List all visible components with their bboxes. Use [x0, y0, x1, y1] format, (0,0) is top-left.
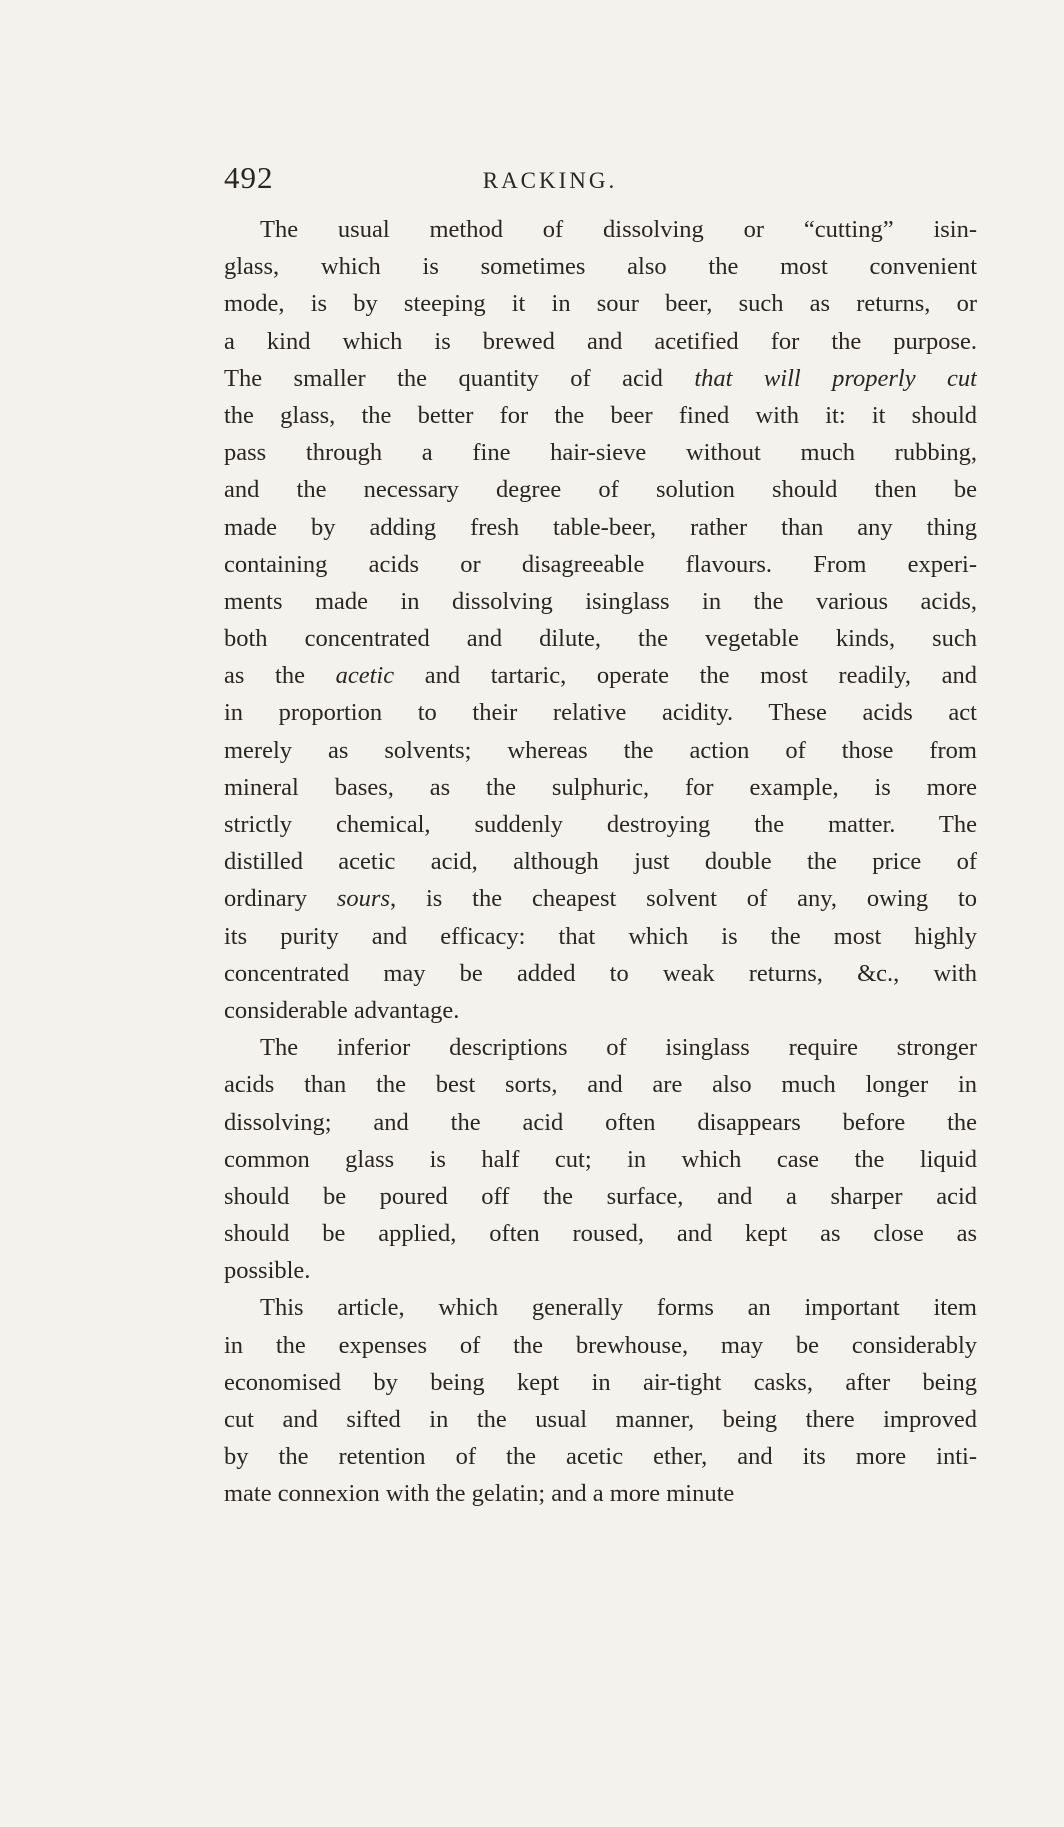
- text-line: [224, 1327, 977, 1364]
- text-run: pass through a fine hair-sieve without much rubbing,: [224, 439, 977, 467]
- text-line: [224, 843, 977, 880]
- text-line: [224, 1252, 977, 1289]
- text-run: common glass is half cut; in which case the liquid: [224, 1145, 977, 1173]
- paragraph: [224, 211, 977, 1029]
- text-line: [224, 1401, 977, 1438]
- text-line: [224, 1289, 977, 1326]
- text-run: and tartaric, operate the most readily, and: [394, 662, 977, 690]
- text-run: the glass, the better for the beer fined with it: it should: [224, 401, 977, 429]
- page-header: [0, 160, 1064, 200]
- text-run: possible.: [224, 1257, 311, 1285]
- text-run: and the necessary degree of solution should then be: [224, 476, 977, 504]
- text-line: [224, 1475, 977, 1512]
- text-line: [224, 471, 977, 508]
- text-line: [224, 880, 977, 917]
- text-run: made by adding fresh table-beer, rather than any thing: [224, 513, 977, 541]
- text-line: [224, 657, 977, 694]
- text-run: in proportion to their relative acidity. These acids act: [224, 699, 977, 727]
- text-line: [224, 806, 977, 843]
- text-run: mode, is by steeping it in sour beer, such as returns, or: [224, 290, 977, 318]
- italic-text: that will properly cut: [694, 364, 977, 392]
- text-line: [224, 360, 977, 397]
- text-run: concentrated may be added to weak returns, &c., with: [224, 959, 977, 987]
- text-line: [224, 1029, 977, 1066]
- text-line: [224, 1141, 977, 1178]
- text-run: dissolving; and the acid often disappears before the: [224, 1108, 977, 1136]
- text-line: [224, 732, 977, 769]
- text-run: should be applied, often roused, and kept as close as: [224, 1220, 977, 1248]
- text-run: cut and sifted in the usual manner, being there improved: [224, 1406, 977, 1433]
- text-run: , is the cheapest solvent of any, owing to: [389, 885, 977, 913]
- text-run: glass, which is sometimes also the most convenient: [224, 253, 977, 281]
- text-run: acids than the best sorts, and are also much longer in: [224, 1071, 977, 1099]
- text-line: [224, 1438, 977, 1475]
- text-line: [224, 918, 977, 955]
- text-line: [224, 323, 977, 360]
- text-run: its purity and efficacy: that which is the most highly: [224, 922, 977, 950]
- text-run: The usual method of dissolving or “cutting” isin-: [260, 216, 977, 243]
- text-run: containing acids or disagreeable flavours. From experi-: [224, 550, 977, 578]
- text-line: [224, 1215, 977, 1252]
- text-line: [224, 1178, 977, 1215]
- text-line: [224, 1104, 977, 1141]
- text-run: considerable advantage.: [224, 996, 460, 1024]
- text-line: [224, 583, 977, 620]
- italic-text: sours: [336, 885, 390, 913]
- text-run: distilled acetic acid, although just double the price of: [224, 848, 977, 876]
- text-line: [224, 620, 977, 657]
- text-run: ordinary: [224, 885, 337, 913]
- text-line: [224, 769, 977, 806]
- text-run: both concentrated and dilute, the vegetable kinds, such: [224, 625, 977, 653]
- text-run: ments made in dissolving isinglass in the various acids,: [224, 587, 977, 615]
- text-run: mineral bases, as the sulphuric, for example, is more: [224, 773, 977, 801]
- text-run: by the retention of the acetic ether, and its more inti-: [224, 1443, 977, 1471]
- text-line: [224, 434, 977, 471]
- text-run: This article, which generally forms an important item: [260, 1294, 977, 1322]
- text-run: strictly chemical, suddenly destroying the matter. The: [224, 811, 977, 838]
- text-run: should be poured off the surface, and a sharper acid: [224, 1182, 977, 1210]
- text-line: [224, 248, 977, 285]
- text-line: [224, 1364, 977, 1401]
- body-text: [224, 211, 977, 1513]
- text-run: mate connexion with the gelatin; and a more minute: [224, 1480, 735, 1508]
- text-run: economised by being kept in air-tight casks, after being: [224, 1368, 977, 1396]
- text-line: [224, 992, 977, 1029]
- running-head: RACKING.: [482, 168, 618, 193]
- page-number: 492: [224, 160, 274, 195]
- text-line: [224, 509, 977, 546]
- text-run: as the: [224, 662, 336, 690]
- text-run: a kind which is brewed and acetified for the purpose.: [224, 327, 977, 355]
- text-run: The inferior descriptions of isinglass require stronger: [260, 1034, 977, 1062]
- text-line: [224, 546, 977, 583]
- paragraph: [224, 1289, 977, 1512]
- text-run: The smaller the quantity of acid: [224, 364, 695, 392]
- text-line: [224, 694, 977, 731]
- text-line: [224, 285, 977, 322]
- italic-text: acetic: [335, 662, 395, 690]
- text-line: [224, 955, 977, 992]
- text-run: in the expenses of the brewhouse, may be considerably: [224, 1331, 977, 1359]
- text-line: [224, 211, 977, 248]
- paragraph: [224, 1029, 977, 1289]
- text-run: merely as solvents; whereas the action of those from: [224, 736, 977, 764]
- text-line: [224, 397, 977, 434]
- text-line: [224, 1066, 977, 1103]
